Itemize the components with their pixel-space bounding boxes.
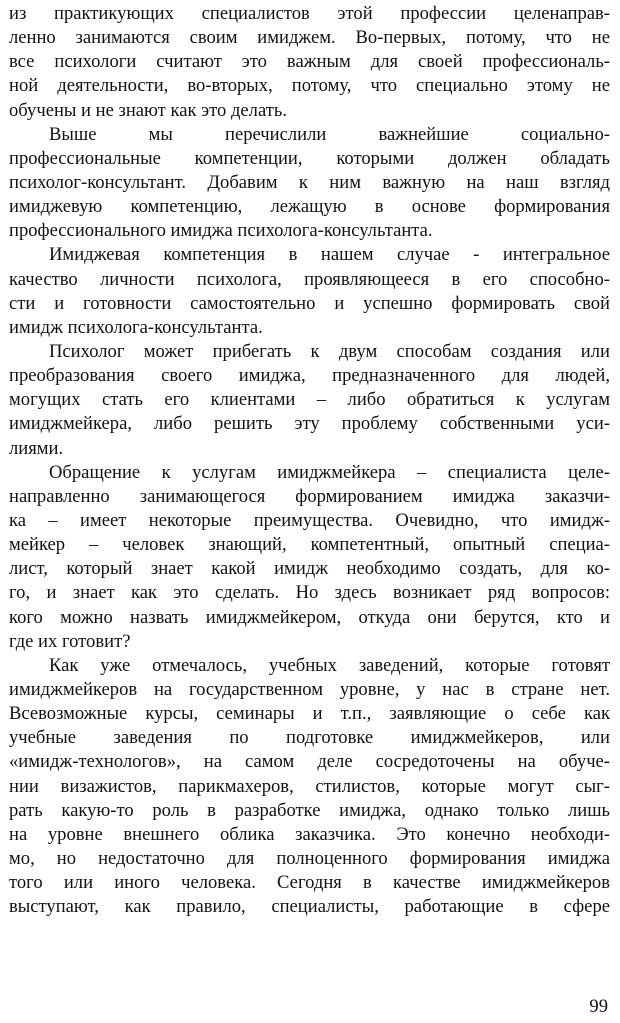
text-line: могущих стать его клиентами – либо обратиться к услугам [9,389,610,411]
text-line: Выше мы перечислили важнейшие социально- [49,123,610,145]
text-line: где их готовит? [9,630,131,652]
text-line: мейкер – человек знающий, компетентный, опытный специа- [9,534,610,556]
text-line: Психолог может прибегать к двум способам создания или [49,340,610,362]
text-line: Как уже отмечалось, учебных заведений, которые готовят [49,654,610,676]
text-line: го, и знает как это сделать. Но здесь возникает ряд вопросов: [9,582,610,604]
text-line: качество личности психолога, проявляющееся в его способно- [9,268,610,290]
text-line: преобразования своего имиджа, предназначенного для людей, [9,365,610,387]
text-line: имиджмейкеров на государственном уровне, у нас в стране нет. [9,678,610,700]
text-line: профессиональные компетенции, которыми должен обладать [9,147,610,169]
text-line: направленно занимающегося формированием имиджа заказчи- [9,485,610,507]
text-line: обучены и не знают как это делать. [9,99,287,121]
text-line: рать какую-то роль в разработке имиджа, однако только лишь [9,799,610,821]
text-line: сти и готовности самостоятельно и успешно формировать свой [9,292,610,314]
text-line: профессионального имиджа психолога-консультанта. [9,220,433,242]
text-line: ка – имеет некоторые преимущества. Очевидно, что имидж- [9,509,610,531]
text-line: учебные заведения по подготовке имиджмейкеров, или [9,727,610,749]
text-line: ленно занимаются своим имиджем. Во-первых, потому, что не [9,27,610,49]
text-line: того или иного человека. Сегодня в качестве имиджмейкеров [9,872,610,894]
text-line: «имидж-технологов», на самом деле сосредоточены на обуче- [9,751,610,773]
text-line: лист, который знает какой имидж необходимо создать, для ко- [9,558,610,580]
text-line: кого можно назвать имиджмейкером, откуда они берутся, кто и [9,606,610,628]
text-line: имиджмейкера, либо решить эту проблему собственными уси- [9,413,610,435]
text-line: все психологи считают это важным для своей профессиональ- [9,51,610,73]
text-line: на уровне внешнего облика заказчика. Это конечно необходи- [9,823,610,845]
text-line: психолог-консультант. Добавим к ним важную на наш взгляд [9,171,610,193]
text-line: Всевозможные курсы, семинары и т.п., заявляющие о себе как [9,703,610,725]
body-text [9,2,610,919]
text-line: Имиджевая компетенция в нашем случае - интегральное [49,244,610,266]
text-line: имиджевую компетенцию, лежащую в основе формирования [9,196,610,218]
text-line: из практикующих специалистов этой профессии целенаправ- [9,3,610,24]
text-line: лиями. [9,437,64,459]
text-line: выступают, как правило, специалисты, работающие в сфере [9,896,610,918]
text-line: ной деятельности, во-вторых, потому, что специально этому не [9,75,610,97]
page-number: 99 [589,996,608,1017]
text-line: Обращение к услугам имиджмейкера – специалиста целе- [49,461,610,483]
text-line: нии визажистов, парикмахеров, стилистов, которые могут сыг- [9,775,610,797]
text-line: мо, но недостаточно для полноценного формирования имиджа [9,847,610,869]
text-line: имидж психолога-консультанта. [9,316,263,338]
